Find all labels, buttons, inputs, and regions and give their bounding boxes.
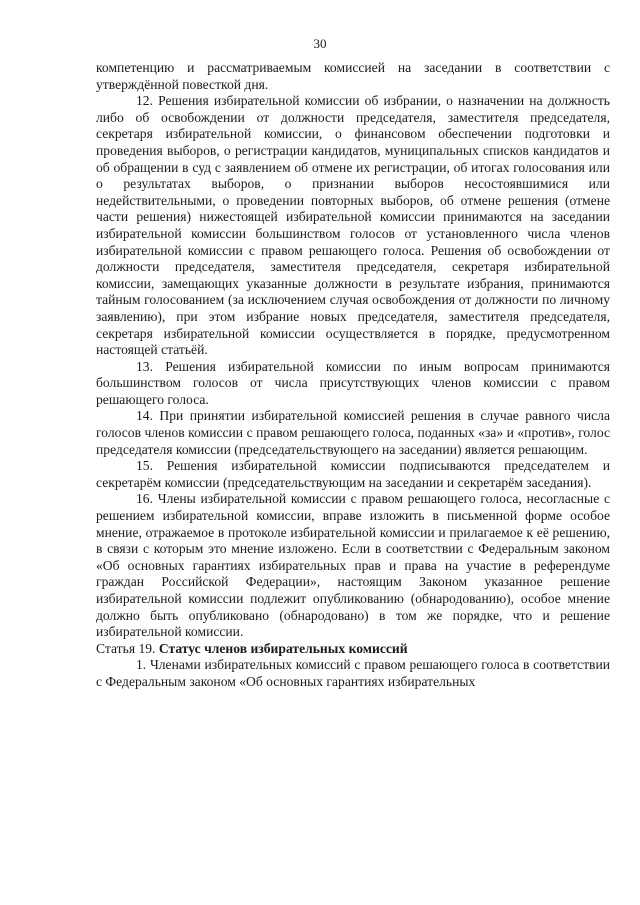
paragraph-continuation: компетенцию и рассматриваемым комиссией на заседании в соответствии с утверждённой повесткой дня. [96,60,610,92]
paragraph-item-16: 16. Члены избирательной комиссии с правом решающего голоса, несогласные с решением избирательной комиссии, вправе изложить в письменной форме особое мнение, отражаемое в протоколе избирательной комиссии и прилагаемое к её решению, в связи с которым это мнение изложено. Если в соответствии с Федеральным законом «Об основных гарантиях избирательных прав и права на участие в референдуме граждан Российской Федерации», настоящим Законом указанное решение избирательной комиссии подлежит опубликованию (обнародованию), особое мнение должно быть опубликовано (обнародовано) в том же порядке, что и решение избирательной комиссии. [96,491,610,640]
paragraph-item-12: 12. Решения избирательной комиссии об избрании, о назначении на должность либо об освобождении от должности председателя, заместителя председателя, секретаря избирательной комиссии, о финансовом обеспечении подготовки и проведения выборов, о регистрации кандидатов, муниципальных списков кандидатов и об обращении в суд с заявлением об отмене их регистрации, об итогах голосования или о результатах выборов, о признании выборов несостоявшимися или недействительными, о проведении повторных выборов, об отмене решения (отмене части решения) нижестоящей избирательной комиссии принимаются на заседании избирательной комиссии большинством голосов от установленного числа членов избирательной комиссии с правом решающего голоса. Решения об освобождении от должности председателя, заместителя председателя, секретаря избирательной комиссии, замещающих указанные должности в результате избрания, принимаются тайным голосованием (за исключением случая освобождения от должности по личному заявлению), при этом избрание новых председателя, заместителя председателя, секретаря избирательной комиссии осуществляется в порядке, предусмотренном настоящей статьёй. [96,93,610,358]
paragraph-item-15: 15. Решения избирательной комиссии подписываются председателем и секретарём комиссии (председательствующим на заседании и секретарём заседания). [96,458,610,490]
article-title: Статус членов избирательных комиссий [158,640,408,656]
document-body [96,60,610,691]
paragraph-item-13: 13. Решения избирательной комиссии по иным вопросам принимаются большинством голосов от числа присутствующих членов комиссии с правом решающего голоса. [96,358,610,407]
page-number: 30 [313,36,327,51]
article-heading [96,641,610,658]
paragraph-article-item-1: 1. Членами избирательных комиссий с правом решающего голоса в соответствии с Федеральным законом «Об основных гарантиях избирательных [96,657,610,689]
article-number: Статья 19. [96,640,156,656]
paragraph-item-14: 14. При принятии избирательной комиссией решения в случае равного числа голосов членов комиссии с правом решающего голоса, поданных «за» и «против», голос председателя комиссии (председательствующего на заседании) является решающим. [96,408,610,457]
